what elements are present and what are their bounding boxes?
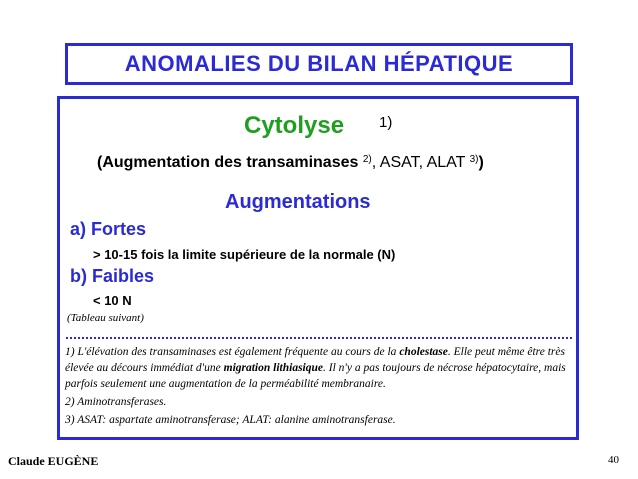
title-box [65, 43, 573, 85]
cytolyse-reference: 1) [379, 114, 393, 131]
footnote-1-text-c: . Il n'y a pas toujours de nécrose hépatocytaire, mais parfois seulement une augmentation de la perméabilité membranaire. [65, 362, 566, 390]
footnote-3: 3) ASAT: aspartate aminotransferase; ALAT: alanine aminotransferase. [65, 414, 396, 426]
item-fortes-detail: > 10-15 fois la limite supérieure de la normale (N) [93, 247, 396, 262]
footnote-2: 2) Aminotransferases. [65, 396, 167, 408]
footnote-1-text-b: . Elle peut même être très élevée au décours immédiat d'une [65, 346, 565, 374]
footnote-1-text-a: 1) L'élévation des transaminases est également fréquente au cours de la [65, 346, 400, 358]
footnote-1 [65, 344, 571, 392]
author-name: Claude EUGÈNE [8, 454, 99, 468]
subtitle-close: ) [478, 154, 484, 171]
transaminases-subtitle [97, 154, 484, 172]
subtitle-middle: , ASAT, ALAT [371, 154, 466, 171]
subtitle-bold: Augmentation des transaminases [102, 154, 359, 171]
table-note: (Tableau suivant) [67, 312, 144, 324]
item-faibles-detail: < 10 N [93, 293, 132, 308]
item-fortes-label: a) Fortes [70, 219, 147, 239]
footnotes [65, 344, 571, 430]
augmentations-heading: Augmentations [225, 191, 371, 213]
item-faibles-label: b) Faibles [70, 266, 155, 286]
footnote-1-cholestase: cholestase [399, 346, 448, 358]
cytolyse-heading: Cytolyse [244, 112, 345, 139]
page-title: ANOMALIES DU BILAN HÉPATIQUE [124, 51, 514, 76]
footnote-divider [66, 337, 572, 339]
subtitle-ref-1: 2) [362, 154, 372, 165]
footnote-1-migration: migration lithiasique [223, 362, 323, 374]
page-number: 40 [608, 454, 619, 466]
subtitle-ref-2: 3) [469, 154, 479, 165]
subtitle-open: ( [97, 154, 103, 171]
